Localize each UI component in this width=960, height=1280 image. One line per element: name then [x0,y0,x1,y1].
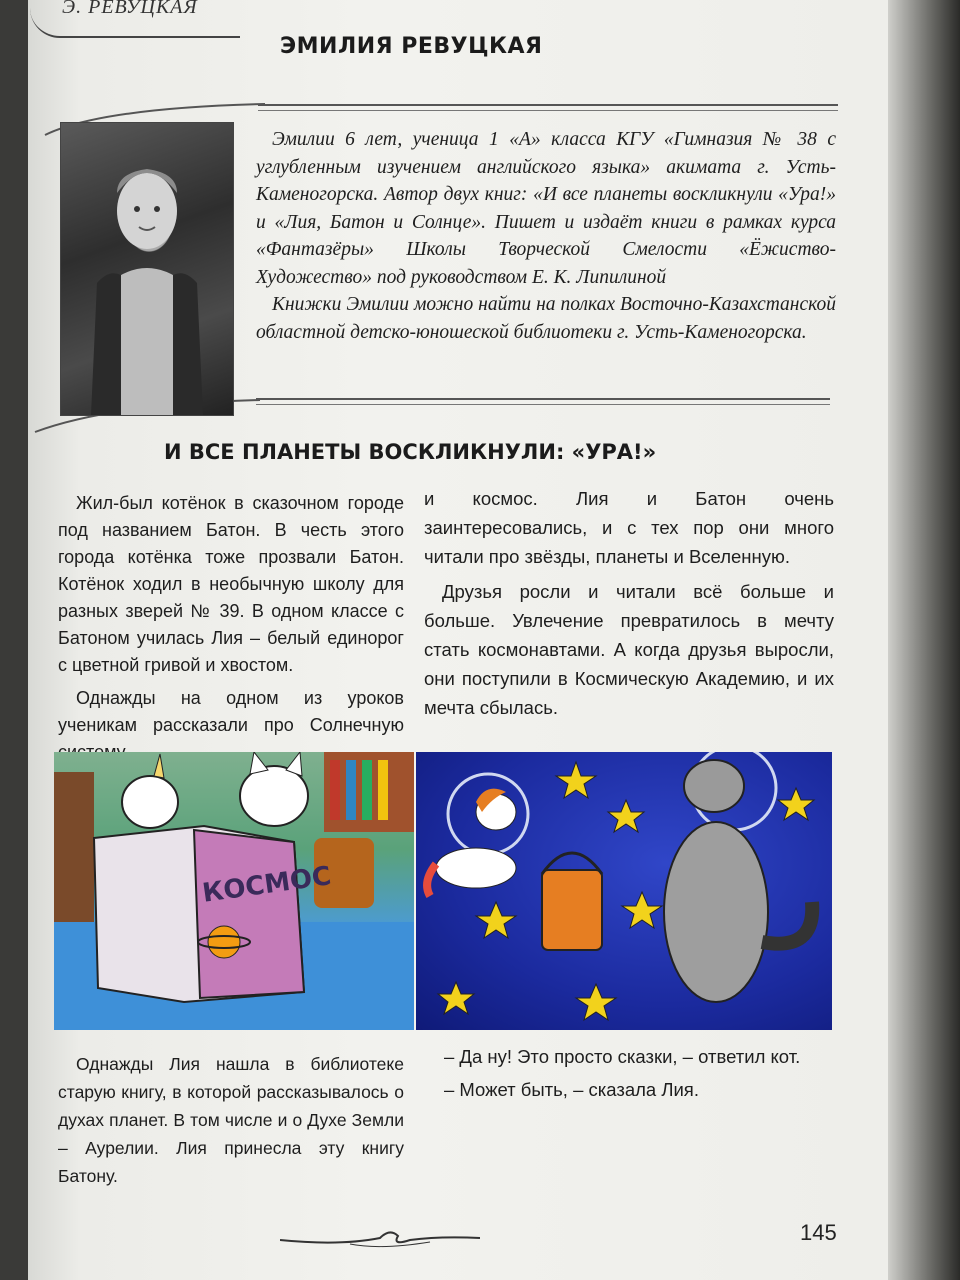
text-column-1 [58,490,404,772]
author-bio [256,126,836,346]
author-photo [60,122,234,416]
illustration-space [416,752,832,1030]
story-paragraph: Однажды Лия нашла в библиотеке старую книгу, в которой рассказывалось о духах планет. В том числе и о Духе Земли – Аурелии. Лия принесла эту книгу Батону. [58,1054,404,1186]
author-photo-figure [61,123,233,415]
story-paragraph: Жил-был котёнок в сказочном городе под названием Батон. В честь этого города котёнка тоже прозвали Батон. Котёнок ходил в необычную школу для разных зверей № 39. В одном классе с Батоном училась Лия – белый единорог с цветной гривой и хвостом. [58,493,404,675]
text-column-4 [426,1040,836,1106]
bio-top-rule [258,104,838,106]
text-column-3 [58,1050,404,1196]
drawing-space-scene [416,752,832,1030]
book-word-kosmos: КОСМОС [200,861,333,909]
footer-ornament [280,1226,480,1252]
running-head [30,0,240,38]
illustration-reading-book [54,752,414,1030]
bio-bottom-rule [256,398,830,400]
page-edge-shadow [888,0,960,1280]
bio-top-rule-thin [258,110,838,111]
author-name-heading: ЭМИЛИЯ РЕВУЦКАЯ [280,34,543,59]
bio-paragraph-1: Эмилии 6 лет, ученица 1 «А» класса КГУ «Гимназия № 38 с углубленным изучением английского языка» акимата г. Усть-Каменогорска. Автор двух книг: «И все планеты воскликнули «Ура!» и «Лия, Батон и Солнце». Пишет и издаёт книги в рамках курса «Фантазёры» Школы Творческой Смелости «Ёжиство-Художество» под руководством Е. К. Липилиной [256,129,836,288]
page-number: 145 [800,1220,837,1245]
text-column-2 [424,484,834,728]
bio-paragraph-2: Книжки Эмилии можно найти на полках Восточно-Казахстанской областной детско-юношеской библиотеки г. Усть-Каменогорска. [256,294,836,343]
story-paragraph: Однажды на одном из уроков ученикам рассказали про Солнечную [58,688,404,735]
bio-bottom-rule-thin [256,404,830,405]
dialogue-line: – Может быть, – сказала Лия. [444,1079,699,1100]
running-head-text: Э. РЕВУЦКАЯ [62,0,198,18]
story-title: И ВСЕ ПЛАНЕТЫ ВОСКЛИКНУЛИ: «УРА!» [164,440,657,464]
dialogue-line: – Да ну! Это просто сказки, – ответил кот. [444,1046,801,1067]
story-paragraph: и космос. Лия и Батон очень заинтересовались, и с тех пор они много читали про звёзды, планеты и Вселенную. [424,488,834,567]
story-paragraph: Друзья росли и читали всё больше и больше. Увлечение превратилось в мечту стать космонавтами. А когда друзья выросли, они поступили в Космическую Академию, и их мечта сбылась. [424,581,834,718]
